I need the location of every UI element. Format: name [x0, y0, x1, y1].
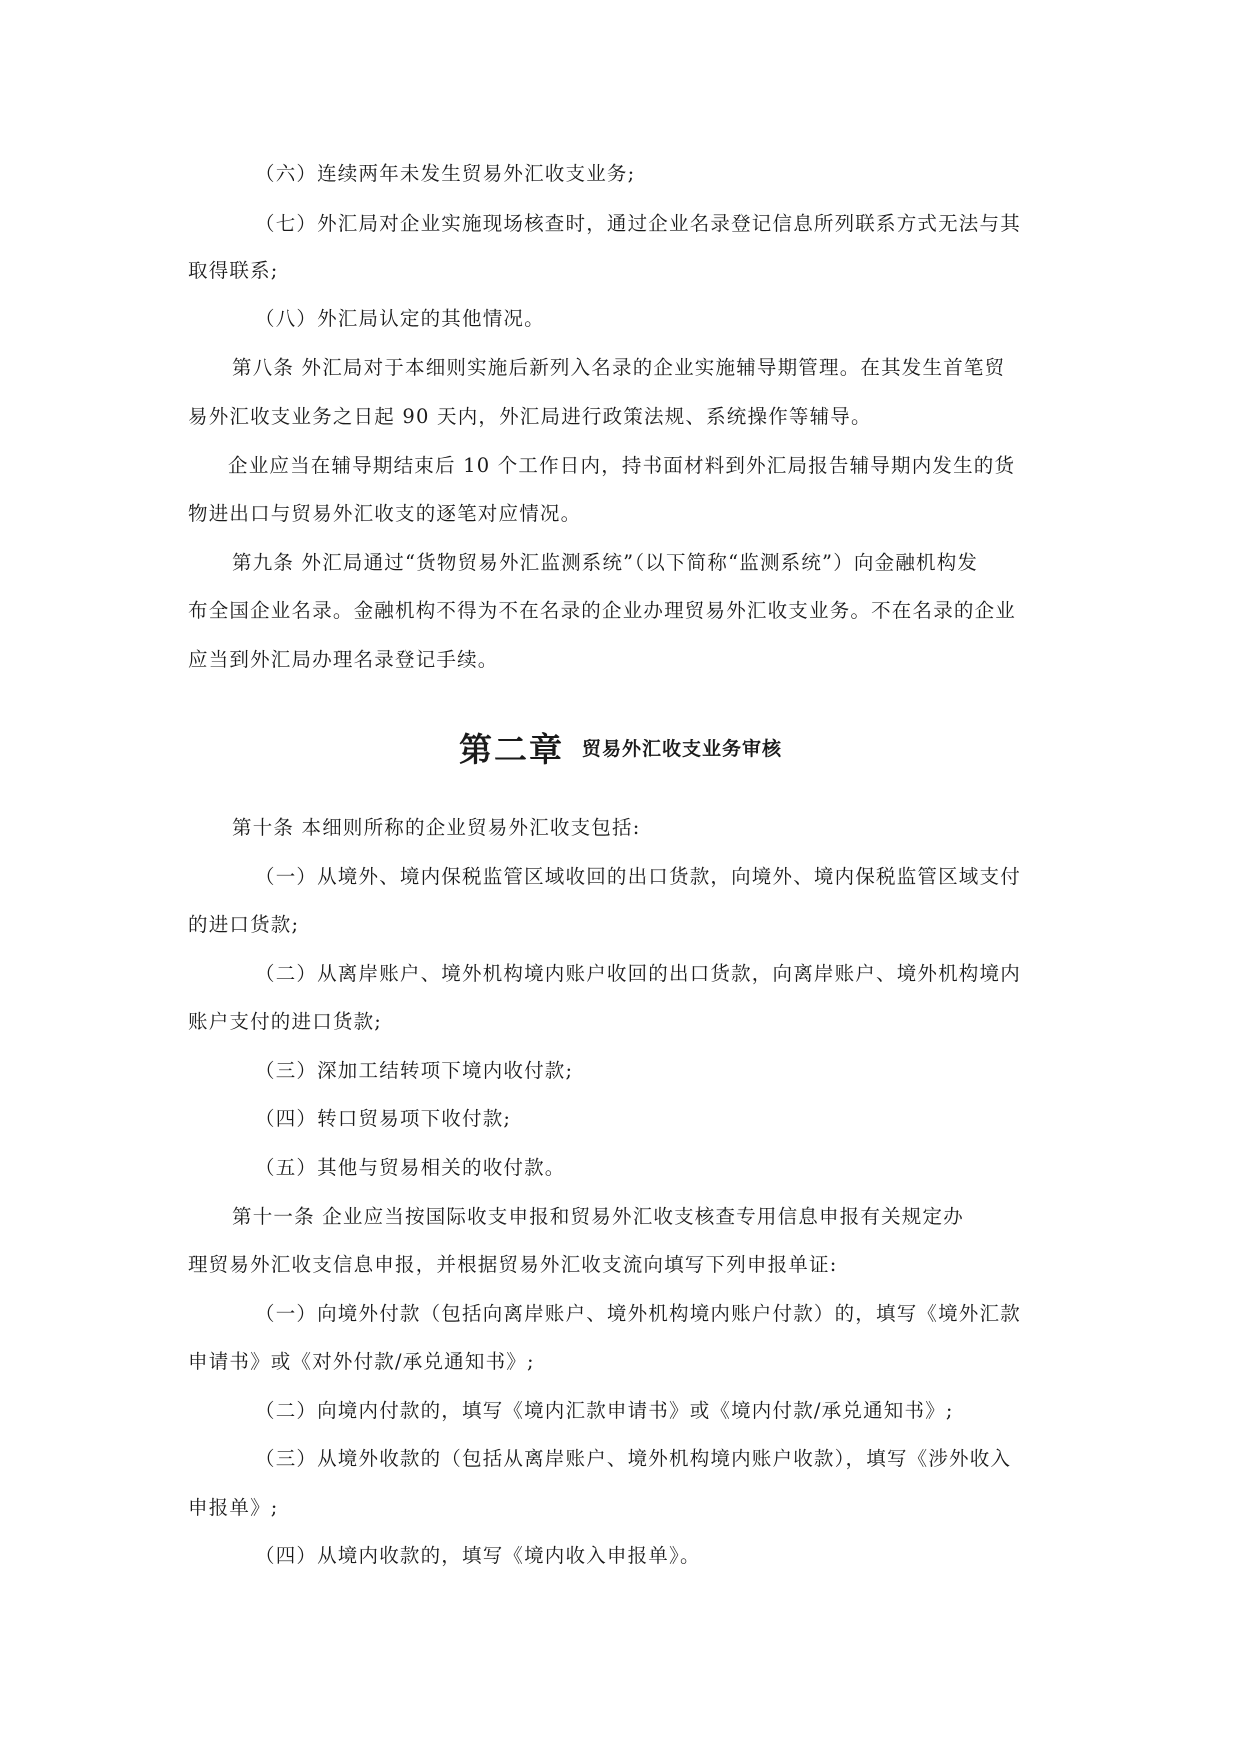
article-eight: 第八条 外汇局对于本细则实施后新列入名录的企业实施辅导期管理。在其发生首笔贸 [232, 356, 1006, 379]
article-eleven-item3-cont: 申报单》; [188, 1496, 279, 1519]
article-nine-cont2: 应当到外汇局办理名录登记手续。 [188, 648, 499, 671]
clause-six: （六）连续两年未发生贸易外汇收支业务; [255, 162, 636, 185]
article-eleven-item4: （四）从境内收款的，填写《境内收入申报单》。 [255, 1544, 701, 1567]
article-eight-para2-cont: 物进出口与贸易外汇收支的逐笔对应情况。 [188, 502, 582, 525]
article-ten-item3: （三）深加工结转项下境内收付款; [255, 1059, 574, 1082]
chapter-heading [0, 724, 1241, 771]
chapter-title: 贸易外汇收支业务审核 [581, 738, 782, 760]
article-ten-item1-cont: 的进口货款; [188, 913, 300, 936]
article-eleven-cont: 理贸易外汇收支信息申报，并根据贸易外汇收支流向填写下列申报单证: [188, 1253, 838, 1276]
article-eleven-item2: （二）向境内付款的，填写《境内汇款申请书》或《境内付款/承兑通知书》; [255, 1399, 954, 1422]
clause-eight: （八）外汇局认定的其他情况。 [255, 307, 545, 330]
article-eight-para2: 企业应当在辅导期结束后 10 个工作日内，持书面材料到外汇局报告辅导期内发生的货 [228, 454, 1016, 477]
clause-seven: （七）外汇局对企业实施现场核查时，通过企业名录登记信息所列联系方式无法与其 [255, 212, 1021, 235]
article-eleven-item1-cont: 申请书》或《对外付款/承兑通知书》; [188, 1350, 535, 1373]
article-ten-item2: （二）从离岸账户、境外机构境内账户收回的出口货款，向离岸账户、境外机构境内 [255, 962, 1021, 985]
article-nine: 第九条 外汇局通过“货物贸易外汇监测系统”（以下简称“监测系统”）向金融机构发 [232, 551, 979, 574]
article-ten-item1: （一）从境外、境内保税监管区域收回的出口货款，向境外、境内保税监管区域支付 [255, 865, 1021, 888]
article-nine-cont1: 布全国企业名录。金融机构不得为不在名录的企业办理贸易外汇收支业务。不在名录的企业 [188, 599, 1017, 622]
chapter-number: 第二章 [458, 730, 564, 769]
article-ten-item5: （五）其他与贸易相关的收付款。 [255, 1156, 566, 1179]
article-ten: 第十条 本细则所称的企业贸易外汇收支包括: [232, 816, 641, 839]
clause-seven-cont: 取得联系; [188, 259, 279, 282]
article-ten-item4: （四）转口贸易项下收付款; [255, 1107, 512, 1130]
article-ten-item2-cont: 账户支付的进口货款; [188, 1010, 383, 1033]
article-eleven-item3: （三）从境外收款的（包括从离岸账户、境外机构境内账户收款），填写《涉外收入 [255, 1447, 1012, 1470]
article-eleven: 第十一条 企业应当按国际收支申报和贸易外汇收支核查专用信息申报有关规定办 [232, 1205, 964, 1228]
article-eight-cont: 易外汇收支业务之日起 90 天内，外汇局进行政策法规、系统操作等辅导。 [188, 405, 872, 428]
article-eleven-item1: （一）向境外付款（包括向离岸账户、境外机构境内账户付款）的，填写《境外汇款 [255, 1302, 1021, 1325]
